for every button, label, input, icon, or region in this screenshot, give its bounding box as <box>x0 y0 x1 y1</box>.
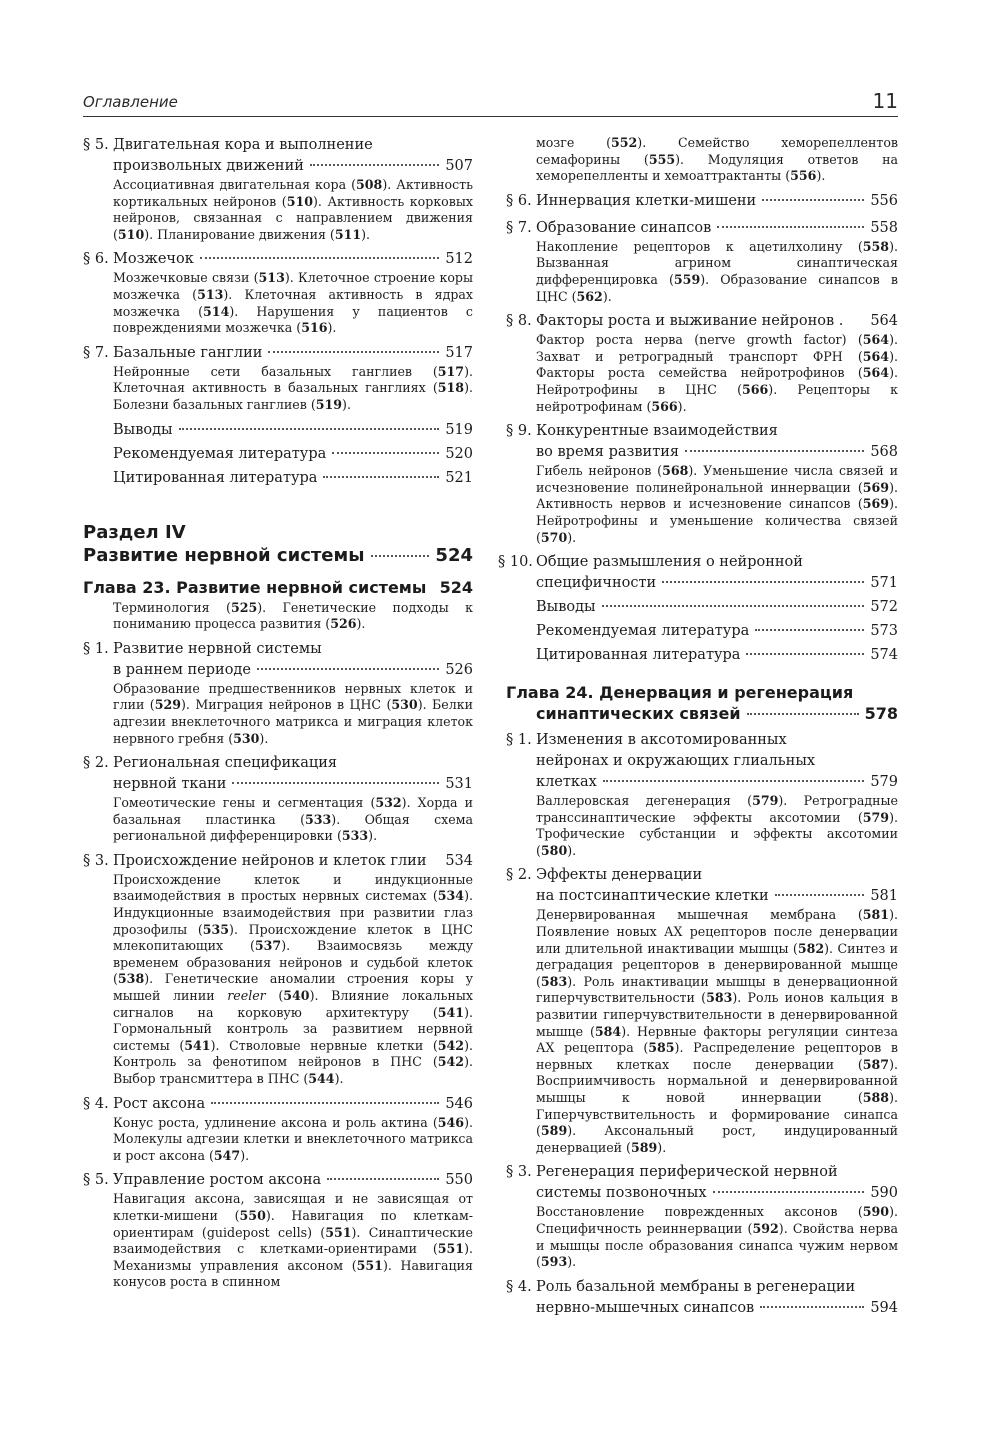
entry-number: § 8. <box>506 313 532 330</box>
page-ref: 521 <box>445 469 473 486</box>
entry-number: § 6. <box>83 251 109 268</box>
entry-title-line: Мозжечок 512 <box>113 249 473 270</box>
toc-entry[interactable]: § 8. Факторы роста и выживание нейронов . 564 Фактор роста нерва (nerve growth factor) (564). Захват и ретроградный транспорт ФРН (564). Факторы роста семейства нейротрофинов (564). Нейротрофины в ЦНС (566). Рецепторы к нейротрофинам (566). <box>506 313 898 414</box>
leader-dots <box>323 476 439 478</box>
toc-entry[interactable]: § 3. Происхождение нейронов и клеток глии 534 Происхождение клеток и индукционные взаимодействия в простых нервных системах (534). Индукционные взаимодействия при развитии глаз дрозофилы (535). Происхождение клеток в ЦНС млекопитающих (537). Взаимосвязь между временем образования нейронов и судьбой клеток (538). Генетические аномалии строения коры у мышей линии reeler (540). Влияние локальных сигналов на корковую архитектуру (541). Гормональный контроль за развитием нервной системы (541). Стволовые нервные клетки (542). Контроль за фенотипом нейронов в ПНС (542). Выбор трансмиттера в ПНС (544). <box>83 852 474 1086</box>
page-ref: 524 <box>435 544 473 566</box>
entry-number: § 9. <box>506 423 532 440</box>
page-ref: 558 <box>870 219 898 236</box>
chapter-subtopics: Терминология (525). Генетические подходы к пониманию процесса развития (526). <box>113 599 473 632</box>
entry-title-line: Базальные ганглии 517 <box>113 343 473 364</box>
page-ref: 572 <box>870 599 898 616</box>
leader-dots <box>662 581 864 583</box>
page-ref: 574 <box>870 647 898 664</box>
entry-number: § 10. <box>498 554 533 571</box>
entry-number: § 1. <box>506 732 532 749</box>
leader-dots <box>371 555 430 557</box>
toc-entry[interactable]: § 7. Образование синапсов 558 Накопление рецепторов к ацетилхолину (558). Вызванная агрином синаптическая дифференцировка (559). Образование синапсов в ЦНС (562). <box>506 219 898 304</box>
entry-number: § 2. <box>506 867 532 884</box>
entry-title-line: произвольных движений 507 <box>113 156 473 177</box>
entry-subtopics: Образование предшественников нервных клеток и глии (529). Миграция нейронов в ЦНС (530). Белки адгезии внеклеточного матрикса и миграция клеток нервного гребня (530). <box>113 680 473 746</box>
toc-entry[interactable]: § 4. Роль базальной мембраны в регенерации нервно-мышечных синапсов 594 <box>506 1277 898 1319</box>
entry-number: § 7. <box>83 344 109 361</box>
page-ref: 579 <box>870 774 898 791</box>
chapter-heading[interactable]: Глава 24. Денервация и регенерация синаптических связей 578 <box>506 683 898 724</box>
entry-subtopics: Денервированная мышечная мембрана (581). Появление новых АХ рецепторов после денервации или длительной инактивации мышцы (582). Синтез и деградация рецепторов в денервированной мышце (583). Роль инактивации мышцы в денервационной гиперчувствительности (583). Роль ионов кальция в развитии гиперчувствительности в денервированной мышце (584). Нервные факторы регуляции синтеза АХ рецептора (585). Распределение рецепторов в нервных клетках после денервации (587). Восприимчивость нормальной и денервированной мышцы к новой иннервации (588). Гиперчувствительность и формирование синапса (589). Аксональный рост, индуцированный денервацией (589). <box>536 907 899 1155</box>
leader-dots <box>762 199 864 201</box>
toc-misc-entry[interactable]: Выводы 519 <box>83 420 473 441</box>
toc-entry[interactable]: § 1. Развитие нервной системы в раннем периоде 526 Образование предшественников нервных клеток и глии (529). Миграция нейронов в ЦНС (530). Белки адгезии внеклеточного матрикса и миграция клеток нервного гребня (530). <box>83 640 473 746</box>
page-ref: 573 <box>870 623 898 640</box>
page-ref: 581 <box>870 888 898 905</box>
page-ref: 546 <box>445 1095 473 1112</box>
leader-dots <box>775 894 865 896</box>
leader-dots <box>211 1102 439 1104</box>
page-ref: 526 <box>445 661 473 678</box>
leader-dots <box>685 450 864 452</box>
toc-entry[interactable]: § 2. Региональная спецификация нервной ткани 531 Гомеотические гены и сегментация (532). Хорда и базальная пластинка (533). Общая схема региональной дифференцировки (533). <box>83 755 474 844</box>
entry-subtopics: Нейронные сети базальных ганглиев (517). Клеточная активность в базальных ганглиях (518). Болезни базальных ганглиев (519). <box>113 363 473 412</box>
toc-entry[interactable]: § 3. Регенерация периферической нервной системы позвоночных 590 Восстановление поврежденных аксонов (590). Специфичность реиннервации (592). Свойства нерва и мышцы после образования синапса чужим нервом (593). <box>506 1164 898 1270</box>
toc-entry[interactable]: § 9. Конкурентные взаимодействия во время развития 568 Гибель нейронов (568). Уменьшение числа связей и исчезновение полинейрональной иннервации (569). Активность нервов и исчезновение синапсов (569). Нейротрофины и уменьшение количества связей (570). <box>506 423 898 545</box>
page-ref: 594 <box>870 1299 898 1316</box>
leader-dots <box>310 164 439 166</box>
entry-number: § 6. <box>506 192 532 209</box>
chapter-heading[interactable]: Глава 23. Развитие нервной системы 524 <box>83 577 473 597</box>
leader-dots <box>717 226 864 228</box>
entry-subtopics: Мозжечковые связи (513). Клеточное строение коры мозжечка (513). Клеточная активность в ядрах мозжечка (514). Нарушения у пациентов с повреждениями мозжечка (516). <box>113 270 473 336</box>
entry-subtopics: Навигация аксона, зависящая и не зависящая от клетки-мишени (550). Навигация по клеткам-ориентирам (guidepost cells) (551). Синаптические взаимодействия с клетками-ориентирами (551). Механизмы управления аксоном (551). Навигация конусов роста в спинном <box>113 1191 473 1290</box>
continued-subtopics: мозге (552). Семейство хеморепеллентов семафорины (555). Модуляция ответов на хеморепелленты и хемоаттрактанты (556). <box>536 135 898 184</box>
page-number: 11 <box>872 89 898 113</box>
page-ref: 507 <box>445 158 473 174</box>
leader-dots <box>747 713 859 715</box>
leader-dots <box>257 668 439 670</box>
entry-number: § 7. <box>506 219 532 236</box>
page-ref: 520 <box>445 445 473 462</box>
toc-entry[interactable]: § 6. Иннервация клетки-мишени 556 <box>506 191 898 212</box>
page-ref: 568 <box>870 444 898 461</box>
toc-misc-entry[interactable]: Цитированная литература 521 <box>83 468 473 489</box>
entry-subtopics: Ассоциативная двигательная кора (508). Активность кортикальных нейронов (510). Активность корковых нейронов, связанная с направлением движения (510). Планирование движения (511). <box>113 177 473 242</box>
running-title: Оглавление <box>83 93 178 111</box>
entry-title-line: Двигательная кора и выполнение <box>113 137 373 153</box>
page-ref: 512 <box>445 251 473 268</box>
toc-entry[interactable] <box>83 249 473 336</box>
page-ref: 517 <box>445 344 473 361</box>
entry-subtopics: Конус роста, удлинение аксона и роль актина (546). Молекулы адгезии клетки и внеклеточного матрикса и рост аксона (547). <box>113 1114 473 1163</box>
leader-dots <box>713 1191 865 1193</box>
leader-dots <box>327 1178 439 1180</box>
entry-number: § 3. <box>506 1164 532 1181</box>
toc-entry[interactable] <box>83 135 473 243</box>
entry-subtopics: Гомеотические гены и сегментация (532). Хорда и базальная пластинка (533). Общая схема региональной дифференцировки (533). <box>113 795 474 844</box>
toc-entry[interactable]: § 4. Рост аксона 546 Конус роста, удлинение аксона и роль актина (546). Молекулы адгезии клетки и внеклеточного матрикса и рост аксона (547). <box>83 1095 473 1163</box>
leader-dots <box>232 782 439 784</box>
right-column <box>498 135 899 1325</box>
page-header <box>83 86 898 117</box>
page-ref: 534 <box>445 852 473 869</box>
entry-number: § 4. <box>83 1095 109 1112</box>
entry-subtopics: Гибель нейронов (568). Уменьшение числа связей и исчезновение полинейрональной иннервации (569). Активность нервов и исчезновение синапсов (569). Нейротрофины и уменьшение количества связей (570). <box>536 463 898 545</box>
leader-dots <box>755 629 864 631</box>
entry-subtopics: Восстановление поврежденных аксонов (590). Специфичность реиннервации (592). Свойства нерва и мышцы после образования синапса чужим нервом (593). <box>536 1204 898 1270</box>
part-heading[interactable]: Раздел IV Развитие нервной системы 524 <box>83 521 473 566</box>
entry-subtopics: Накопление рецепторов к ацетилхолину (558). Вызванная агрином синаптическая дифференцировка (559). Образование синапсов в ЦНС (562). <box>536 238 898 304</box>
entry-subtopics: Фактор роста нерва (nerve growth factor) (564). Захват и ретроградный транспорт ФРН (564). Факторы роста семейства нейротрофинов (564). Нейротрофины в ЦНС (566). Рецепторы к нейротрофинам (566). <box>536 332 898 414</box>
leader-dots <box>746 653 864 655</box>
toc-misc-entry[interactable]: Рекомендуемая литература 573 <box>506 621 898 642</box>
page-ref: 590 <box>870 1185 898 1202</box>
toc-misc-entry[interactable]: Выводы 572 <box>506 597 898 618</box>
left-column <box>83 135 473 1297</box>
toc-entry[interactable]: § 2. Эффекты денервации на постсинаптические клетки 581 Денервированная мышечная мембрана (581). Появление новых АХ рецепторов после денервации или длительной инактивации мышцы (582). Синтез и деградация рецепторов в денервированной мышце (583). Роль инактивации мышцы в денервационной гиперчувствительности (583). Роль ионов кальция в развитии гиперчувствительности в денервированной мышце (584). Нервные факторы регуляции синтеза АХ рецептора (585). Распределение рецепторов в нервных клетках после денервации (587). Восприимчивость нормальной и денервированной мышцы к новой иннервации (588). Гиперчувствительность и формирование синапса (589). Аксональный рост, индуцированный денервацией (589). <box>506 867 899 1155</box>
leader-dots <box>268 351 439 353</box>
leader-dots <box>760 1306 864 1308</box>
entry-number: § 1. <box>83 640 109 657</box>
leader-dots <box>602 605 865 607</box>
toc-misc-entry[interactable]: Рекомендуемая литература 520 <box>83 444 473 465</box>
entry-number: § 5. <box>83 1172 109 1189</box>
page-ref: 556 <box>870 192 898 209</box>
entry-number: § 4. <box>506 1278 532 1295</box>
toc-entry[interactable]: § 10. Общие размышления о нейронной специфичности 571 <box>506 552 898 594</box>
entry-number: § 2. <box>83 755 109 772</box>
page-ref: 550 <box>445 1172 473 1189</box>
entry-subtopics: Происхождение клеток и индукционные взаимодействия в простых нервных системах (534). Индукционные взаимодействия при развитии глаз дрозофилы (535). Происхождение клеток в ЦНС млекопитающих (537). Взаимосвязь между временем образования нейронов и судьбой клеток (538). Генетические аномалии строения коры у мышей линии reeler (540). Влияние локальных сигналов на корковую архитектуру (541). Гормональный контроль за развитием нервной системы (541). Стволовые нервные клетки (542). Контроль за фенотипом нейронов в ПНС (542). Выбор трансмиттера в ПНС (544). <box>113 871 474 1086</box>
page-ref: 519 <box>445 421 473 438</box>
page-ref: 524 <box>439 577 473 597</box>
page-ref: 578 <box>864 704 898 724</box>
leader-dots <box>200 257 440 259</box>
toc-entry[interactable]: § 5. Управление ростом аксона 550 Навигация аксона, зависящая и не зависящая от клетки-мишени (550). Навигация по клеткам-ориентирам (guidepost cells) (551). Синаптические взаимодействия с клетками-ориентирами (551). Механизмы управления аксоном (551). Навигация конусов роста в спинном <box>83 1172 473 1290</box>
toc-entry[interactable]: § 1. Изменения в аксотомированных нейронах и окружающих глиальных клетках 579 Валлеровская дегенерация (579). Ретроградные транссинаптические эффекты аксотомии (579). Трофические субстанции и эффекты аксотомии (580). <box>506 732 898 858</box>
leader-dots <box>603 780 865 782</box>
leader-dots <box>332 452 439 454</box>
page-ref: 571 <box>870 575 898 592</box>
page-ref: 564 <box>870 313 898 330</box>
toc-entry[interactable] <box>83 343 473 414</box>
entry-subtopics: Валлеровская дегенерация (579). Ретроградные транссинаптические эффекты аксотомии (579). Трофические субстанции и эффекты аксотомии (580). <box>536 793 898 858</box>
page-ref: 531 <box>445 776 473 793</box>
entry-number: § 5. <box>83 137 109 153</box>
leader-dots <box>179 428 440 430</box>
entry-number: § 3. <box>83 852 109 869</box>
toc-misc-entry[interactable]: Цитированная литература 574 <box>506 645 898 666</box>
